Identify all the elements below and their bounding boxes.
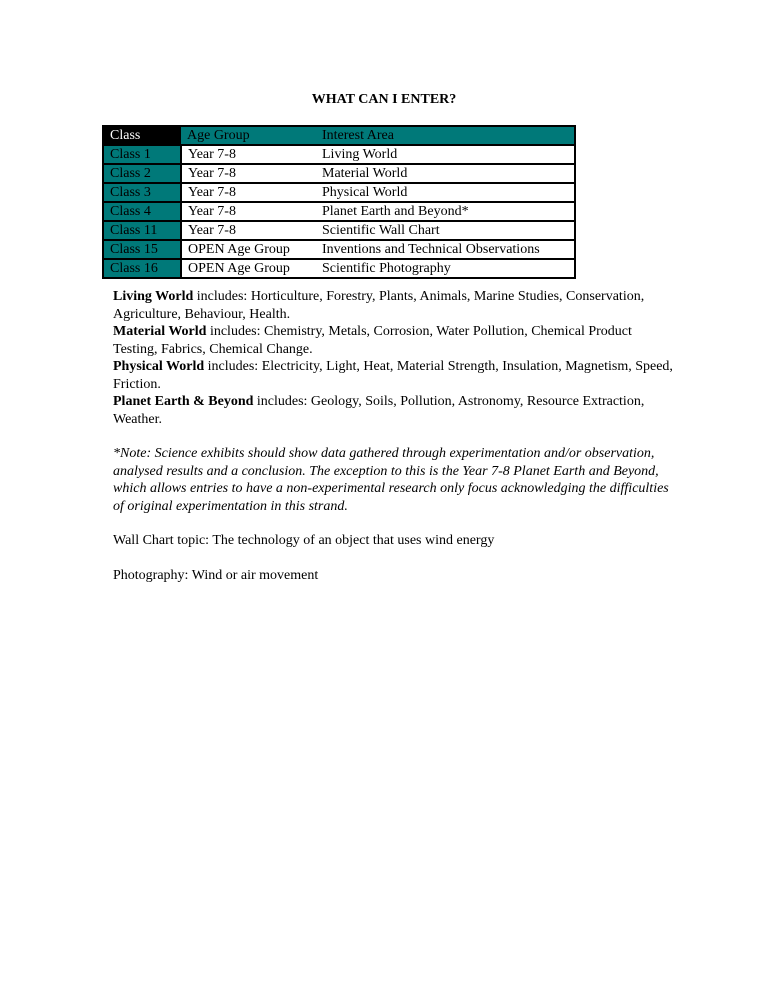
- strand-name: Living World: [113, 289, 194, 304]
- strand-text: includes: Chemistry, Metals, Corrosion, Water Pollution, Chemical Product Testing, Fabrics, Chemical Change.: [113, 324, 632, 357]
- entry-classes-table: [102, 125, 576, 279]
- class-cell: Class 15: [103, 240, 181, 259]
- strand-material-world: [113, 323, 673, 358]
- table-row: [103, 164, 575, 183]
- interest-area-cell: Inventions and Technical Observations: [316, 240, 575, 259]
- header-age-group: Age Group: [181, 126, 316, 145]
- age-group-cell: Year 7-8: [181, 145, 316, 164]
- strand-physical-world: [113, 358, 673, 393]
- class-cell: Class 2: [103, 164, 181, 183]
- strand-planet-earth: [113, 393, 673, 428]
- photography-topic: Photography: Wind or air movement: [113, 567, 319, 583]
- table-row: [103, 183, 575, 202]
- interest-area-cell: Material World: [316, 164, 575, 183]
- table-row: [103, 240, 575, 259]
- class-cell: Class 16: [103, 259, 181, 278]
- age-group-cell: Year 7-8: [181, 202, 316, 221]
- description-block: [113, 288, 673, 584]
- interest-area-cell: Physical World: [316, 183, 575, 202]
- strand-text: includes: Geology, Soils, Pollution, Astronomy, Resource Extraction, Weather.: [113, 394, 645, 427]
- age-group-cell: OPEN Age Group: [181, 259, 316, 278]
- table-row: [103, 221, 575, 240]
- table-row: [103, 145, 575, 164]
- class-cell: Class 3: [103, 183, 181, 202]
- table-row: [103, 259, 575, 278]
- strand-name: Planet Earth & Beyond: [113, 394, 254, 409]
- class-cell: Class 11: [103, 221, 181, 240]
- table-header-row: [103, 126, 575, 145]
- age-group-cell: OPEN Age Group: [181, 240, 316, 259]
- age-group-cell: Year 7-8: [181, 221, 316, 240]
- header-class: Class: [103, 126, 181, 145]
- header-interest-area: Interest Area: [316, 126, 575, 145]
- strand-text: includes: Electricity, Light, Heat, Material Strength, Insulation, Magnetism, Speed, Friction.: [113, 359, 673, 392]
- note-paragraph: *Note: Science exhibits should show data gathered through experimentation and/or observation, analysed results and a conclusion. The exception to this is the Year 7-8 Planet Earth and Beyond, which allows entries to have a non-experimental research only focus acknowledging the difficulties of original experimentation in this strand.: [113, 446, 669, 514]
- interest-area-cell: Scientific Wall Chart: [316, 221, 575, 240]
- strand-name: Physical World: [113, 359, 205, 374]
- page-title: WHAT CAN I ENTER?: [311, 92, 457, 107]
- interest-area-cell: Living World: [316, 145, 575, 164]
- age-group-cell: Year 7-8: [181, 164, 316, 183]
- class-cell: Class 1: [103, 145, 181, 164]
- interest-area-cell: Planet Earth and Beyond*: [316, 202, 575, 221]
- strand-living-world: [113, 288, 673, 323]
- table-row: [103, 202, 575, 221]
- strand-text: includes: Horticulture, Forestry, Plants, Animals, Marine Studies, Conservation, Agriculture, Behaviour, Health.: [113, 289, 645, 322]
- strand-name: Material World: [113, 324, 207, 339]
- interest-area-cell: Scientific Photography: [316, 259, 575, 278]
- wall-chart-topic: Wall Chart topic: The technology of an object that uses wind energy: [113, 533, 495, 548]
- age-group-cell: Year 7-8: [181, 183, 316, 202]
- class-cell: Class 4: [103, 202, 181, 221]
